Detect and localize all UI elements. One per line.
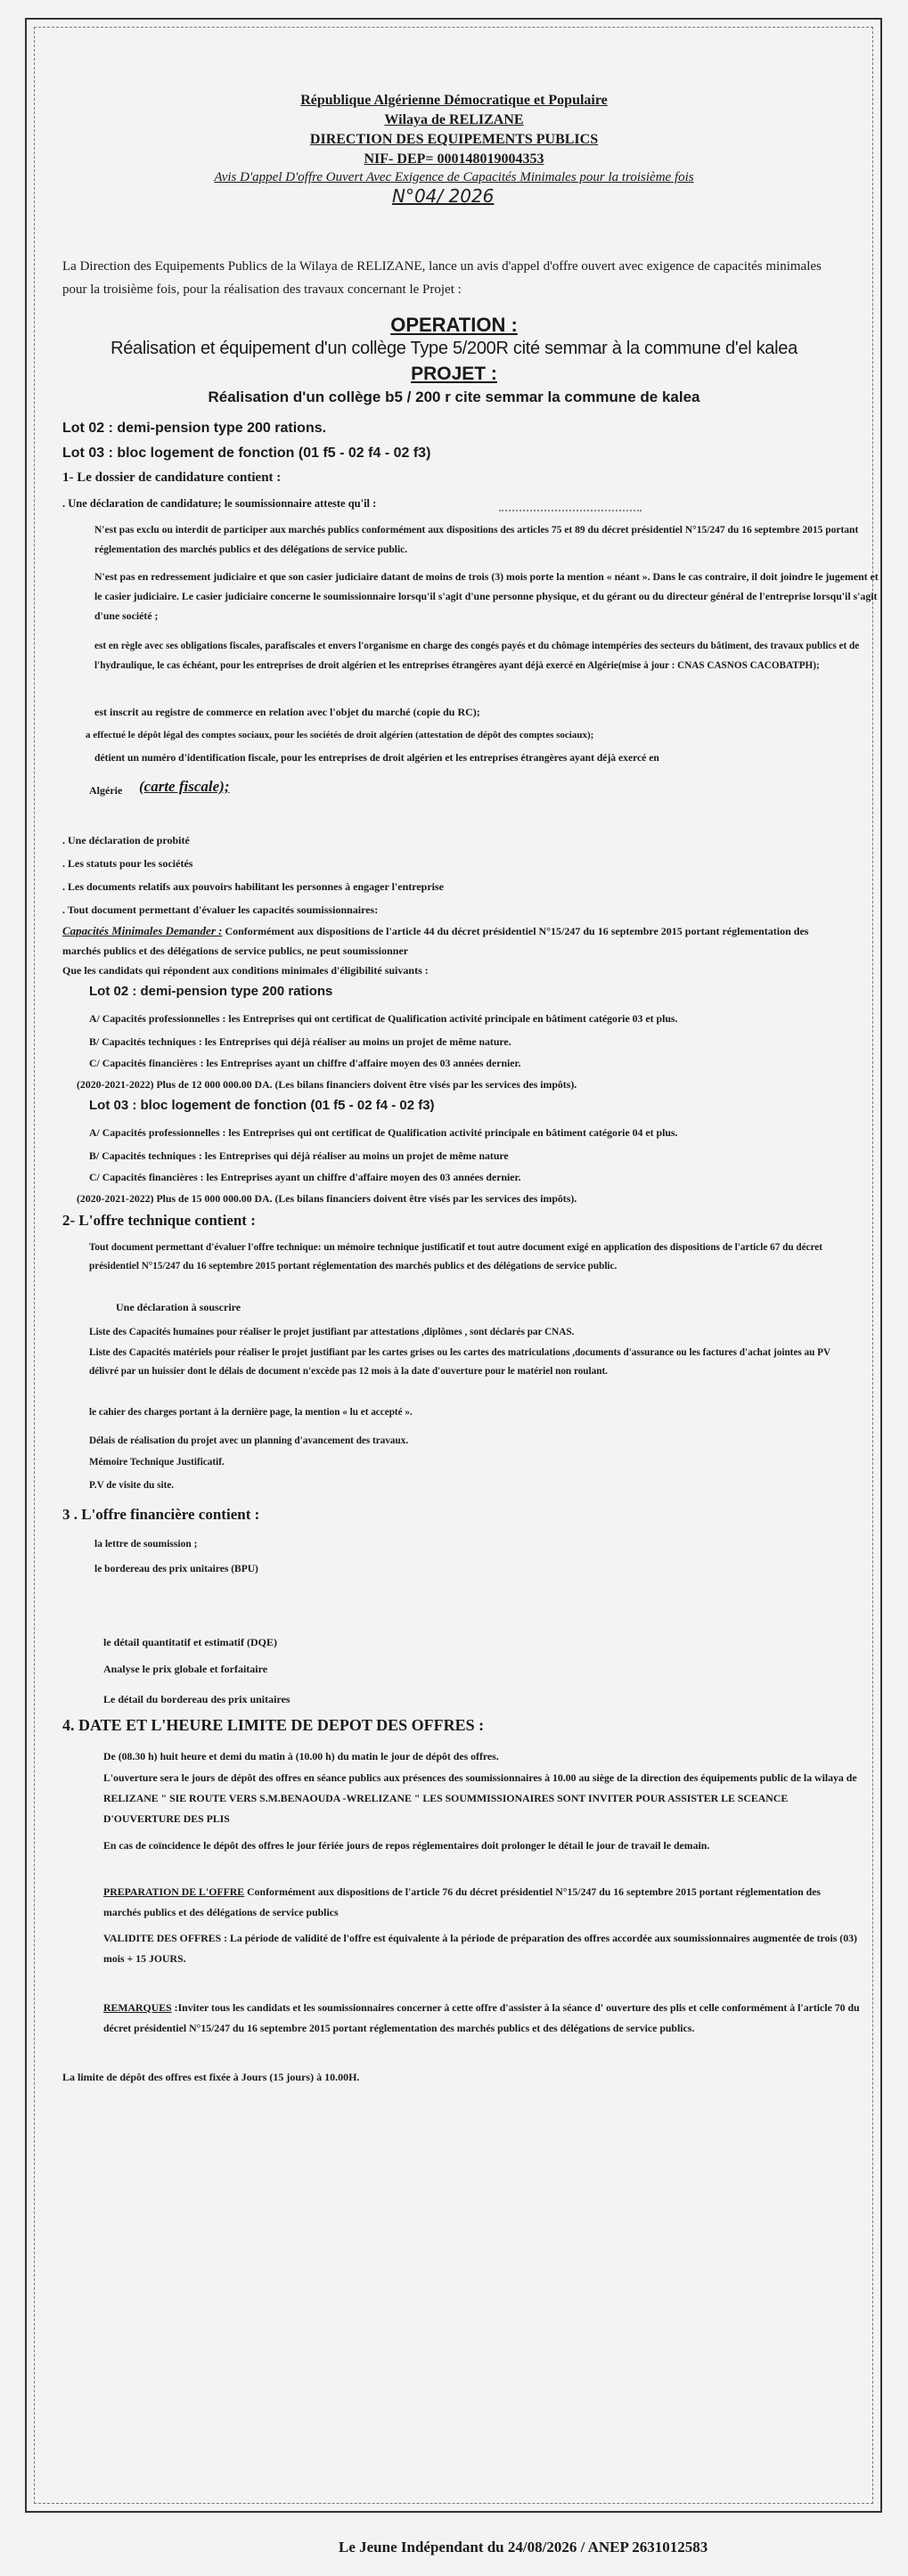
projet-label: PROJET : <box>411 364 497 384</box>
lot-03-criteria-a: A/ Capacités professionnelles : les Entreprises qui ont certificat de Qualification activité principale en bâtiment catégorie 04 et plus. <box>89 1126 678 1139</box>
s3-item-5: Le détail du bordereau des prix unitaires <box>103 1693 290 1705</box>
capacites-conditions: Que les candidats qui répondent aux conditions minimales d'éligibilité suivants : <box>62 964 429 977</box>
documents-capacites: . Tout document permettant d'évaluer les capacités soumissionnaires: <box>62 904 379 916</box>
s4-ouverture: L'ouverture sera le jours de dépôt des offres en séance publics aux présences des soumissionnaires à 10.00 au siège de la direction des équipements public de la wilaya de RELIZANE " SIE ROUTE VERS S.M.BENAOUDA -WRELIZANE " LES SOUMMISSIONAIRES SONT INVITER POUR ASSISTER LE SCEANCE D'OUVERTURE DES PLIS <box>103 1771 857 1825</box>
s2-item-5: le cahier des charges portant à la dernière page, la mention « lu et accepté ». <box>89 1407 413 1418</box>
declaration-line: . Une déclaration de candidature; le soumissionnaire atteste qu'il : <box>62 497 377 510</box>
lot-03-line: Lot 03 : bloc logement de fonction (01 f5 - 02 f4 - 02 f3) <box>62 446 431 461</box>
s1-bullet-6-algerie: Algérie <box>89 784 123 797</box>
operation-text: Réalisation et équipement d'un collège Type 5/200R cité semmar à la commune d'el kalea <box>110 339 798 358</box>
s3-item-4: Analyse le prix globale et forfaitaire <box>103 1663 268 1675</box>
remarques-text: :Inviter tous les candidats et les soumissionnaires concerner à cette offre d'assister à la séance d' ouverture des plis et celle conformément à l'article 70 du décret présidentiel N°15/247 du 16 septembre 2015 portant réglementation des marchés publics et des délégations de service publics. <box>103 2001 860 2034</box>
s1-bullet-4: est inscrit au registre de commerce en relation avec l'objet du marché (copie du RC); <box>94 706 480 718</box>
header-republic: République Algérienne Démocratique et Populaire <box>300 93 608 108</box>
s3-item-3: le détail quantitatif et estimatif (DQE) <box>103 1636 277 1648</box>
remarques-label: REMARQUES <box>103 2001 172 2014</box>
s4-validite: VALIDITE DES OFFRES : La période de validité de l'offre est équivalente à la période de préparation des offres accordée aux soumissionnaires augmentée de trois (03) mois + 15 JOURS. <box>103 1932 857 1965</box>
s2-item-4: Liste des Capacités matériels pour réaliser le projet justifiant par les cartes grises ou les cartes des matriculations ,documents d'assurance ou les factures d'achat jointes au PV délivré par un huissier dont le délais de document n'excède pas 12 mois à la date d'ouverture pour le matériel non roulant. <box>89 1347 830 1377</box>
intro-paragraph: La Direction des Equipements Publics de la Wilaya de RELIZANE, lance un avis d'appel d'offre ouvert avec exigence de capacités minimales pour la troisième fois, pour la réalisation des travaux concernant le Projet : <box>62 259 822 297</box>
header-wilaya: Wilaya de RELIZANE <box>384 112 524 127</box>
documents-pouvoirs: . Les documents relatifs aux pouvoirs habilitant les personnes à engager l'entreprise <box>62 880 445 893</box>
s2-item-3: Liste des Capacités humaines pour réaliser le projet justifiant par attestations ,diplômes , sont déclarés par CNAS. <box>89 1327 575 1337</box>
s4-remarques <box>103 1998 861 2039</box>
s2-item-7: Mémoire Technique Justificatif. <box>89 1457 225 1468</box>
preparation-label: PREPARATION DE L'OFFRE <box>103 1885 245 1898</box>
preparation-text: Conformément aux dispositions de l'article 76 du décret présidentiel N°15/247 du 16 septembre 2015 portant réglementation des marchés publics et des délégations de service publics <box>103 1885 822 1918</box>
s2-item-6: Délais de réalisation du projet avec un planning d'avancement des travaux. <box>89 1435 409 1446</box>
section-3-title: 3 . L'offre financière contient : <box>62 1506 260 1523</box>
header-direction: DIRECTION DES EQUIPEMENTS PUBLICS <box>309 132 599 147</box>
lot-03-criteria-title: Lot 03 : bloc logement de fonction (01 f5 - 02 f4 - 02 f3) <box>89 1098 435 1113</box>
projet-text: Réalisation d'un collège b5 / 200 r cite semmar la commune de kalea <box>208 388 700 405</box>
capacites-minimales-text: Conformément aux dispositions de l'article 44 du décret présidentiel N°15/247 du 16 septembre 2015 portant réglementation des marchés publics et des délégations de service publics, ne peut soumissionner <box>62 925 809 957</box>
lot-02-criteria-c: C/ Capacités financières : les Entreprises ayant un chiffre d'affaire moyen des 03 années dernier. <box>89 1057 521 1069</box>
s2-item-1: Tout document permettant d'évaluer l'offre technique: un mémoire technique justificatif et tout autre document exigé en application des dispositions de l'article 67 du décret présidentiel N°15/247 du 16 septembre 2015 portant réglementation des marchés publics et des délégations de service public. <box>89 1242 822 1272</box>
s3-item-2: le bordereau des prix unitaires (BPU) <box>94 1564 258 1574</box>
s2-item-2: Une déclaration à souscrire <box>116 1301 241 1313</box>
header-avis: Avis D'appel D'offre Ouvert Avec Exigence de Capacités Minimales pour la troisième fois <box>214 170 694 184</box>
carte-fiscale: (carte fiscale); <box>139 778 230 795</box>
s4-limit: La limite de dépôt des offres est fixée à Jours (15 jours) à 10.00H. <box>62 2071 360 2083</box>
capacites-minimales-label: Capacités Minimales Demander : <box>62 924 223 937</box>
s3-item-1: la lettre de soumission ; <box>94 1539 198 1550</box>
header-nif: NIF- DEP= 000148019004353 <box>364 151 544 167</box>
s4-preparation <box>103 1882 861 1923</box>
lot-02-criteria-b: B/ Capacités techniques : les Entreprises qui déjà réaliser au moins un projet de même nature. <box>89 1035 511 1048</box>
s1-bullet-1: N'est pas exclu ou interdit de participer aux marchés publics conformément aux dispositions des articles 75 et 89 du décret présidentiel N°15/247 du 16 septembre 2015 portant réglementation des marchés publics et des délégations de service public. <box>94 525 859 555</box>
lot-03-criteria-b: B/ Capacités techniques : les Entreprises qui déjà réaliser au moins un projet de même nature <box>89 1149 509 1162</box>
s4-coincidence: En cas de coïncidence le dépôt des offres le jour fériée jours de repos réglementaires doit prolonger le détail le jour de travail le demain. <box>103 1839 710 1852</box>
lot-03-criteria-d: (2020-2021-2022) Plus de 15 000 000.00 DA. (Les bilans financiers doivent être visés par les services des impôts). <box>77 1192 577 1205</box>
section-1-title: 1- Le dossier de candidature contient : <box>62 470 282 485</box>
s1-bullet-3: est en règle avec ses obligations fiscales, parafiscales et envers l'organisme en charge des congés payés et du chômage intempéries des secteurs du bâtiment, des travaux publics et de l'hydraulique, le cas échéant, pour les entreprises de droit algérien et les entreprises étrangères ayant déjà exercé en Algérie(mise à jour : CNAS CASNOS CACOBATPH); <box>94 641 860 671</box>
handwritten-number: N°04/ 2026 <box>392 185 495 207</box>
operation-label: OPERATION : <box>390 314 518 336</box>
lot-02-line: Lot 02 : demi-pension type 200 rations. <box>62 421 327 436</box>
statuts: . Les statuts pour les sociétés <box>62 857 193 870</box>
lot-02-criteria-a: A/ Capacités professionnelles : les Entreprises qui ont certificat de Qualification activité principale en bâtiment catégorie 03 et plus. <box>89 1012 678 1025</box>
s1-bullet-5: a effectué le dépôt légal des comptes sociaux, pour les sociétés de droit algérien (attestation de dépôt des comptes sociaux); <box>86 730 594 740</box>
lot-02-criteria-title: Lot 02 : demi-pension type 200 rations <box>89 984 333 999</box>
s2-item-8: P.V de visite du site. <box>89 1480 175 1491</box>
s1-bullet-2: N'est pas en redressement judiciaire et que son casier judiciaire datant de moins de trois (3) mois porte la mention « néant ». Dans le cas contraire, il doit joindre le jugement et le casier judiciaire. Le casier judiciaire concerne le soumissionnaire lorsqu'il s'agit d'une personne physique, et du gérant ou du directeur général de l'entreprise lorsqu'il s'agit d'une société ; <box>94 570 879 622</box>
section-4-title: 4. DATE ET L'HEURE LIMITE DE DEPOT DES OFFRES : <box>62 1716 485 1734</box>
section-2-title: 2- L'offre technique contient : <box>62 1212 256 1229</box>
declaration-probite: . Une déclaration de probité <box>62 834 190 846</box>
footer-credit: Le Jeune Indépendant du 24/08/2026 / ANEP 2631012583 <box>339 2539 708 2556</box>
capacites-minimales <box>62 921 847 961</box>
s1-bullet-6: détient un numéro d'identification fiscale, pour les entreprises de droit algérien et les entreprises étrangères ayant déjà exercé en <box>94 752 659 764</box>
s4-hours: De (08.30 h) huit heure et demi du matin à (10.00 h) du matin le jour de dépôt des offres. <box>103 1750 499 1762</box>
lot-02-criteria-d: (2020-2021-2022) Plus de 12 000 000.00 DA. (Les bilans financiers doivent être visés par les services des impôts). <box>77 1078 577 1091</box>
lot-03-criteria-c: C/ Capacités financières : les Entreprises ayant un chiffre d'affaire moyen des 03 années dernier. <box>89 1171 521 1183</box>
